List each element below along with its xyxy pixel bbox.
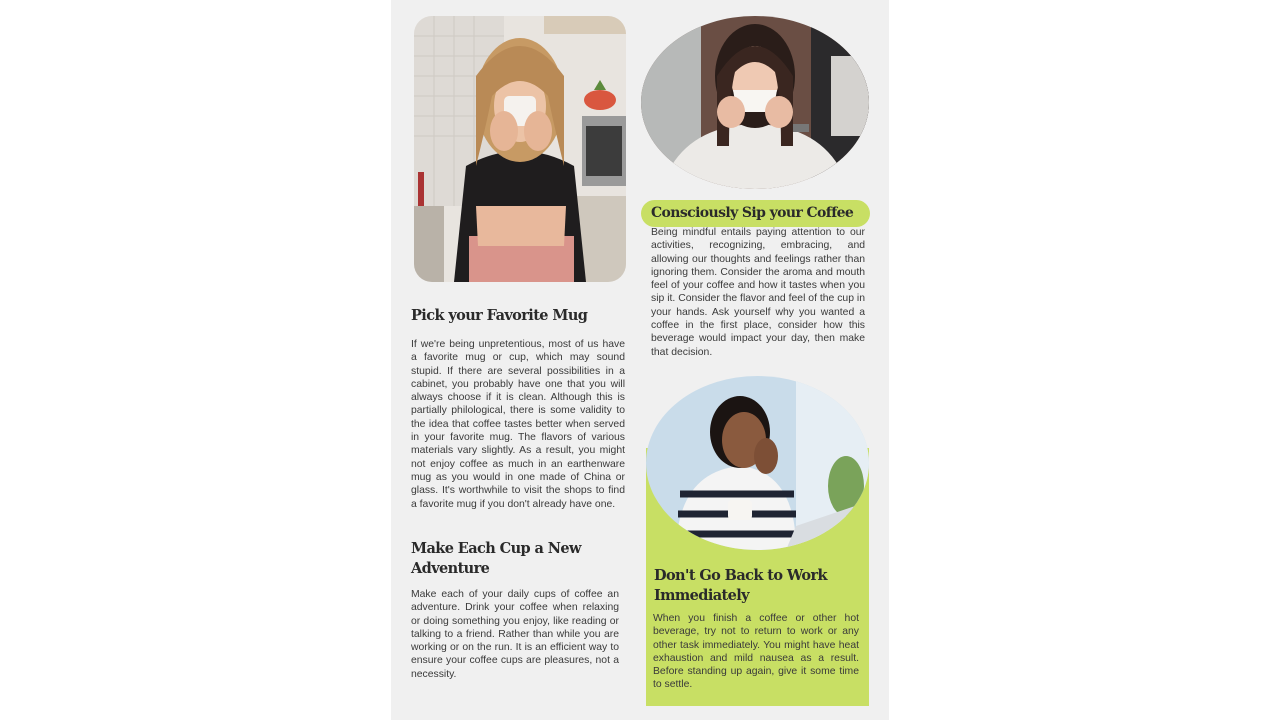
work-section-title: Don't Go Back to Work Immediately	[654, 567, 827, 604]
sip-section-body: Being mindful entails paying attention to our activities, recognizing, embracing, and allowing our thoughts and feelings rather than ignoring them. Consider the aroma and mouth feel of your coffee and how it tastes when you sip it. Consider the flavor and feel of the cup in your hands. Ask yourself why you wanted a coffee in the first place, consider how this beverage would impact your day, then make that decision.	[651, 227, 865, 358]
photo-woman-cup-circle	[641, 16, 869, 189]
adventure-section-title: Make Each Cup a New Adventure	[411, 540, 581, 577]
sip-section-title: Consciously Sip your Coffee	[651, 205, 854, 221]
adventure-section-body: Make each of your daily cups of coffee an adventure. Drink your coffee when relaxing or doing something you enjoy, like reading or talking to a friend. Rather than while you are working or on the run. It is an efficient way to ensure your coffee cups are pleasures, not a necessity.	[411, 589, 619, 680]
mug-section-body: If we're being unpretentious, most of us have a favorite mug or cup, which may sound stupid. If there are several possibilities in a cabinet, you probably have one that you will always choose if it is clean. Although this is partially philological, there is some validity to the idea that coffee tastes better when served in your favorite mug. The flavors of various materials vary slightly. As a result, you might not enjoy coffee as much in an earthenware mug as you would in one made of China or glass. It's worthwhile to visit the shops to find a favorite mug if you don't already have one.	[411, 339, 625, 510]
mug-section-title: Pick your Favorite Mug	[411, 307, 588, 324]
photo-smiling-woman-laptop	[646, 376, 869, 550]
photo-woman-kitchen-mug	[414, 16, 626, 282]
work-section-body: When you finish a coffee or other hot beverage, try not to return to work or any other task immediately. You might have heat exhaustion and mild nausea as a result. Before standing up again, give it some time to settle.	[653, 613, 859, 691]
